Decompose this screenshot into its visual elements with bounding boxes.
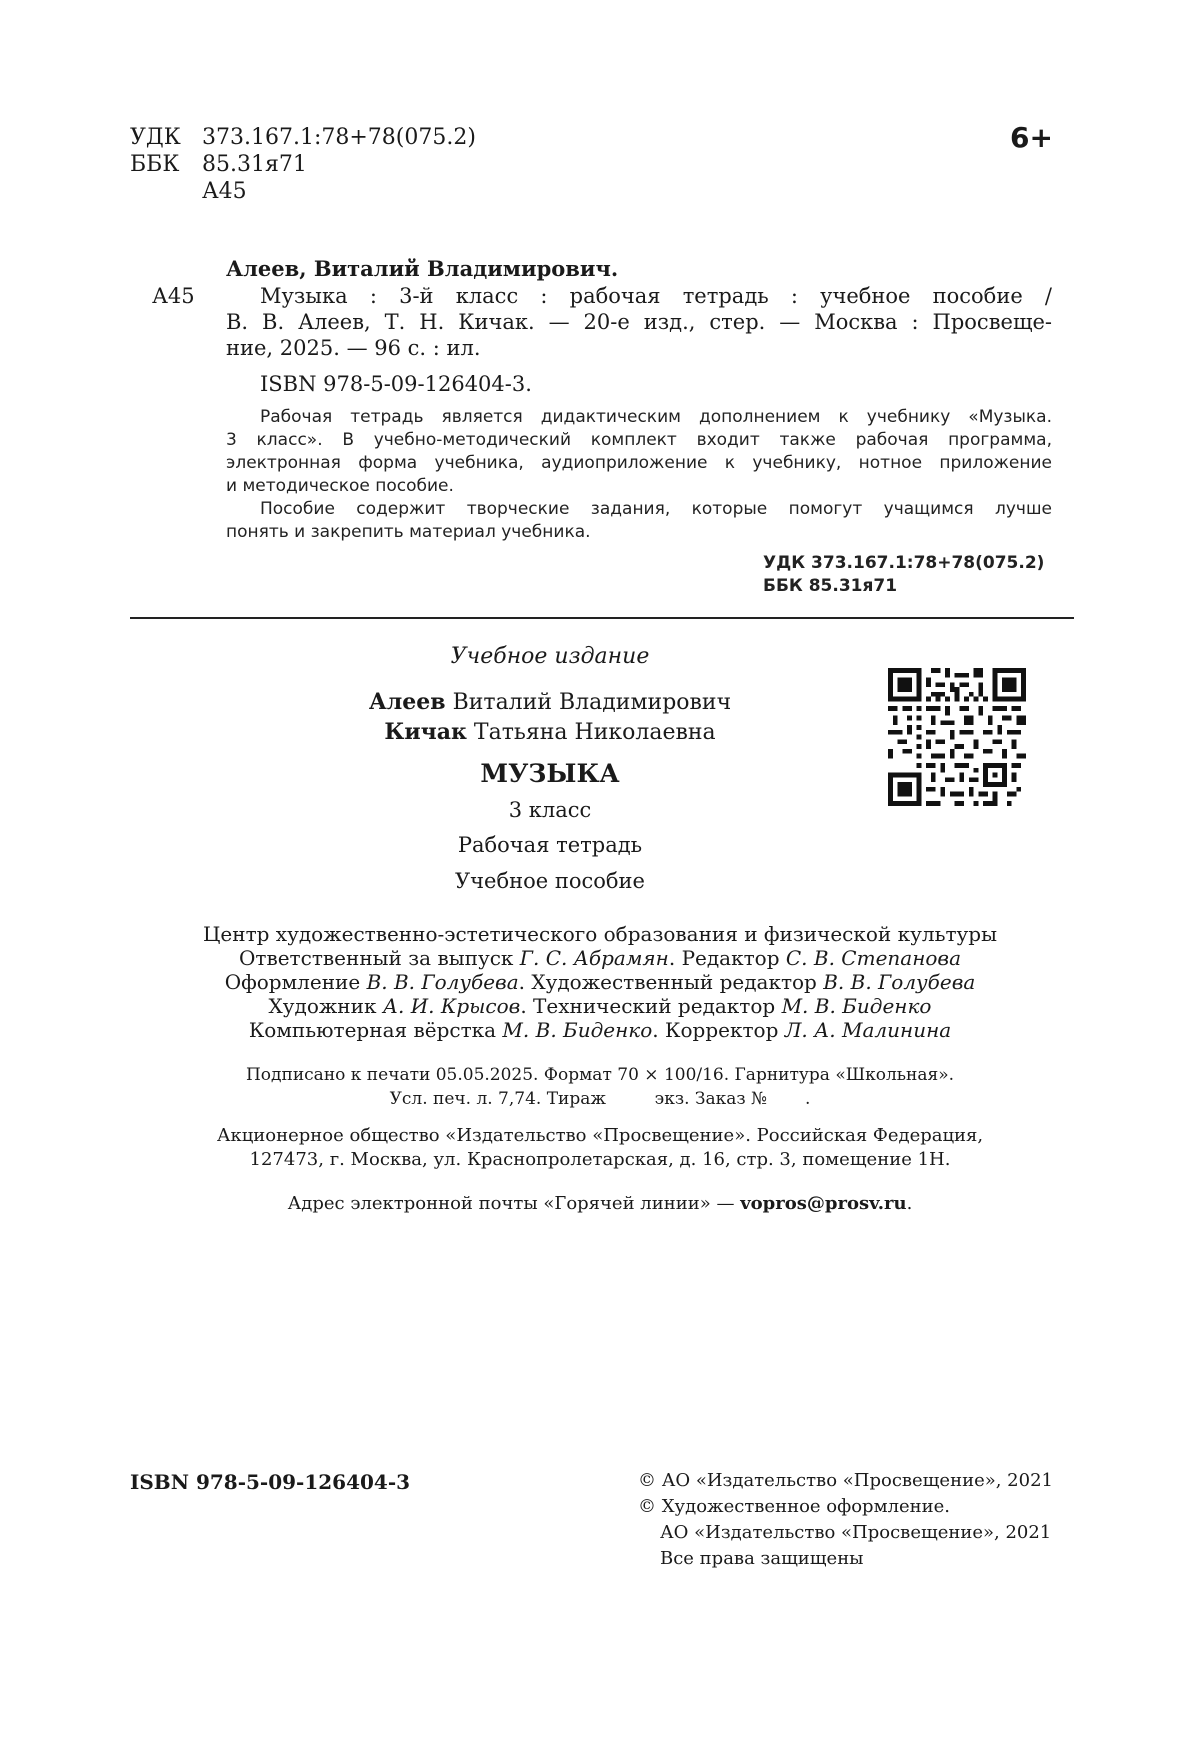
author-2-surname: Кичак (384, 719, 467, 745)
publisher-line-2: 127473, г. Москва, ул. Краснопролетарская, д. 16, стр. 3, помещение 1Н. (249, 1149, 951, 1170)
card-author-heading: Алеев, Виталий Владимирович. (226, 256, 619, 281)
card-bbk-bottom: ББК 85.31я71 (763, 576, 898, 596)
edition-type: Учебное издание (450, 644, 650, 669)
credits-center: Центр художественно-эстетического образования и физической культуры (202, 922, 998, 946)
copyright-1: © АО «Издательство «Просвещение», 2021 (638, 1470, 1053, 1491)
email-address[interactable]: vopros@prosv.ru (740, 1193, 907, 1214)
bbk-label: ББК (130, 152, 180, 177)
responsible-label: Ответственный за выпуск (239, 946, 514, 970)
udk-label: УДК (130, 125, 181, 150)
annotation-line: электронная форма учебника, аудиоприложение к учебнику, нотное приложение (226, 453, 1052, 473)
email-label: Адрес электронной почты «Горячей линии» — (287, 1193, 735, 1214)
grade: 3 класс (508, 798, 592, 822)
bbk-value: 85.31я71 (202, 152, 307, 177)
qr-code-icon (888, 668, 1026, 806)
print-line-2: Усл. печ. л. 7,74. Тираж экз. Заказ № . (389, 1089, 811, 1109)
annotation-line: Рабочая тетрадь является дидактическим дополнением к учебнику «Музыка. (260, 407, 1052, 427)
artist-label: Художник (268, 994, 377, 1018)
credits-line-4: Компьютерная вёрстка М. В. Биденко. Корректор Л. А. Малинина (248, 1018, 952, 1042)
divider (130, 617, 1074, 619)
bbk-line (130, 151, 307, 178)
art-editor-name: В. В. Голубева (823, 970, 976, 994)
udk-value: 373.167.1:78+78(075.2) (202, 125, 476, 150)
credits-line-2: Оформление В. В. Голубева. Художественный редактор В. В. Голубева (224, 970, 976, 994)
author-1 (300, 689, 800, 715)
annotation-line: Пособие содержит творческие задания, которые помогут учащимся лучше (260, 499, 1052, 519)
editor-label: Редактор (681, 946, 780, 970)
proof-label: Корректор (665, 1018, 779, 1042)
design-label: Оформление (224, 970, 361, 994)
book-title: МУЗЫКА (480, 759, 620, 788)
proof-name: Л. А. Малинина (784, 1018, 952, 1042)
annotation-line: понять и закрепить материал учебника. (226, 522, 591, 542)
annotation-line: 3 класс». В учебно-методический комплект входит также рабочая программа, (226, 430, 1052, 450)
art-editor-label: Художественный редактор (531, 970, 817, 994)
rights-reserved: Все права защищены (660, 1548, 864, 1569)
tech-editor-label: Технический редактор (533, 994, 776, 1018)
credits-line-1: Ответственный за выпуск Г. С. Абрамян. Редактор С. В. Степанова (239, 946, 961, 970)
author-mark: А45 (202, 179, 247, 204)
annotation-line: и методическое пособие. (226, 476, 454, 496)
layout-name: М. В. Биденко (502, 1018, 653, 1042)
author-2-name: Татьяна Николаевна (473, 720, 716, 745)
author-1-surname: Алеев (368, 689, 446, 715)
responsible-name: Г. С. Абрамян (519, 946, 669, 970)
card-line-1: Музыка : 3-й класс : рабочая тетрадь : учебное пособие / (260, 284, 1052, 308)
card-mark: А45 (152, 284, 195, 308)
publisher-line-1: Акционерное общество «Издательство «Просвещение». Российская Федерация, (216, 1125, 984, 1146)
card-isbn: ISBN 978-5-09-126404-3. (260, 372, 532, 396)
tech-editor-name: М. В. Биденко (781, 994, 932, 1018)
artist-name: А. И. Крысов (382, 994, 521, 1018)
editor-name: С. В. Степанова (785, 946, 961, 970)
print-line-1: Подписано к печати 05.05.2025. Формат 70 × 100/16. Гарнитура «Школьная». (245, 1065, 955, 1085)
card-line-2: В. В. Алеев, Т. Н. Кичак. — 20-е изд., стер. — Москва : Просвеще- (226, 310, 1052, 334)
copyright-3: АО «Издательство «Просвещение», 2021 (660, 1522, 1052, 1543)
hotline-email (120, 1192, 1080, 1216)
author-1-name: Виталий Владимирович (452, 690, 732, 715)
design-name: В. В. Голубева (366, 970, 519, 994)
email-end: . (906, 1193, 913, 1214)
card-line-3: ние, 2025. — 96 с. : ил. (226, 336, 481, 360)
footer-isbn: ISBN 978-5-09-126404-3 (130, 1470, 411, 1494)
udk-line (130, 124, 476, 151)
credits-line-3: Художник А. И. Крысов. Технический редактор М. В. Биденко (268, 994, 932, 1018)
kind: Рабочая тетрадь (457, 833, 643, 857)
author-2 (300, 719, 800, 745)
layout-label: Компьютерная вёрстка (248, 1018, 497, 1042)
age-rating: 6+ (1010, 121, 1053, 154)
copyright-2: © Художественное оформление. (638, 1496, 951, 1517)
card-udk-bottom: УДК 373.167.1:78+78(075.2) (763, 553, 1045, 573)
purpose: Учебное пособие (455, 869, 645, 893)
